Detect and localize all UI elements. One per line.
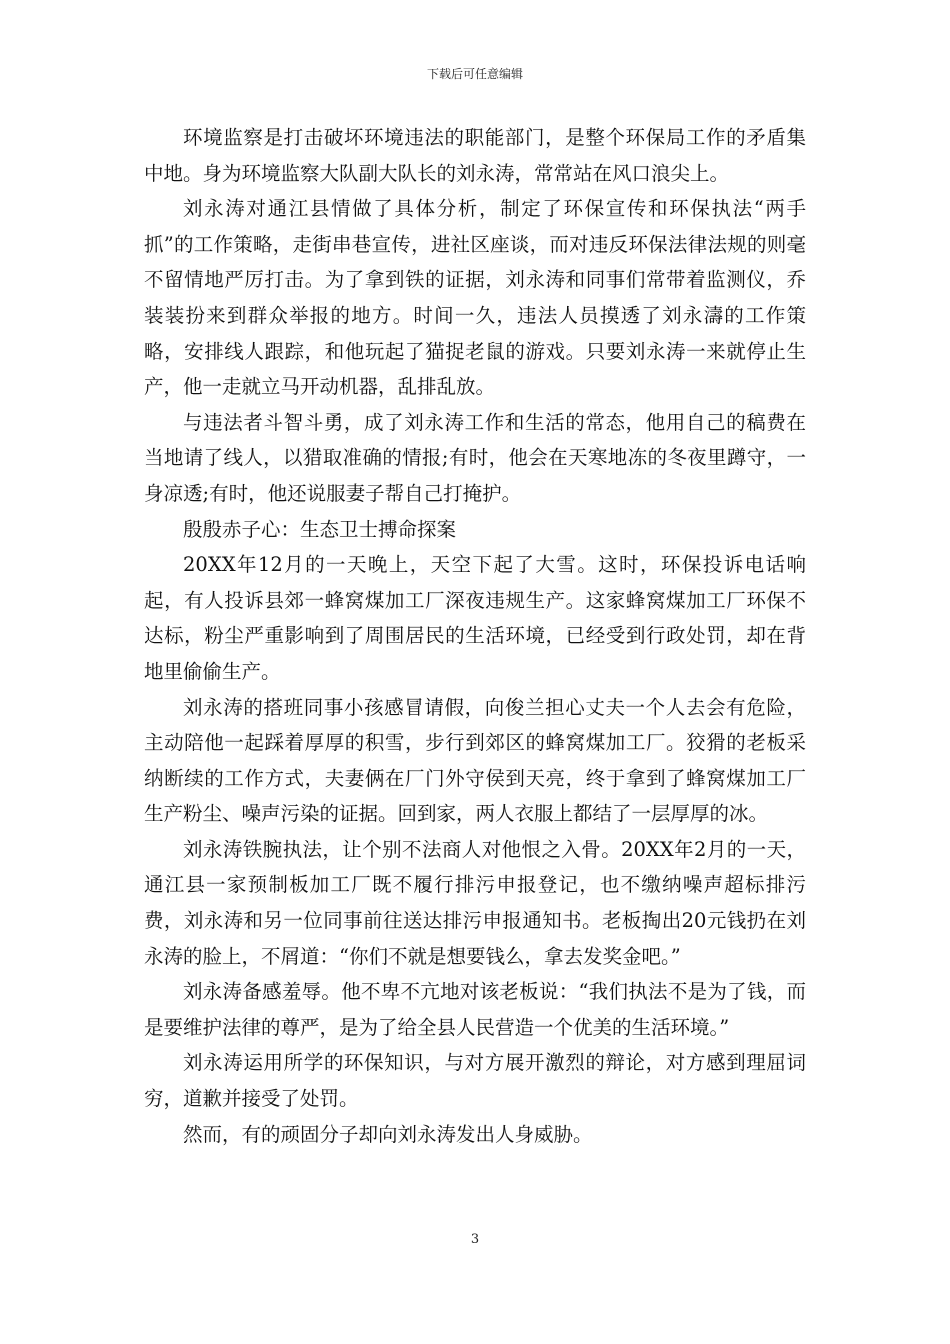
paragraph: 刘永涛备感羞辱。他不卑不亢地对该老板说：“我们执法不是为了钱，而是要维护法律的尊严，是为了给全县人民营造一个优美的生活环境。” (144, 980, 806, 1039)
page-number: 3 (470, 1232, 480, 1247)
paragraph: 刘永涛铁腕执法，让个别不法商人对他恨之入骨。20XX年2月的一天，通江县一家预制板加工厂既不履行排污申报登记，也不缴纳噪声超标排污费，刘永涛和另一位同事前往送达排污申报通知书。老板掏出20元钱扔在刘永涛的脸上，不屑道：“你们不就是想要钱么，拿去发奖金吧。” (144, 837, 806, 968)
paragraph: 刘永涛运用所学的环保知识，与对方展开激烈的辩论，对方感到理屈词穷，道歉并接受了处罚。 (144, 1051, 806, 1111)
paragraph: 20XX年12月的一天晚上，天空下起了大雪。这时，环保投诉电话响起，有人投诉县郊一蜂窝煤加工厂深夜违规生产。这家蜂窝煤加工厂环保不达标，粉尘严重影响到了周围居民的生活环境，已经受到行政处罚，却在背地里偷偷生产。 (144, 553, 806, 683)
paragraph: 与违法者斗智斗勇，成了刘永涛工作和生活的常态，他用自己的稿费在当地请了线人，以猎取准确的情报;有时，他会在天寒地冻的冬夜里蹲守，一身凉透;有时，他还说服妻子帮自己打掩护。 (144, 410, 806, 505)
paragraph: 然而，有的顽固分子却向刘永涛发出人身威胁。 (183, 1122, 593, 1146)
document-body (144, 120, 806, 1152)
paragraph: 刘永涛的搭班同事小孩感冒请假，向俊兰担心丈夫一个人去会有危险，主动陪他一起踩着厚厚的积雪，步行到郊区的蜂窝煤加工厂。狡猾的老板采纳断续的工作方式，夫妻俩在厂门外守侯到天亮，终于拿到了蜂窝煤加工厂生产粉尘、噪声污染的证据。回到家，两人衣服上都结了一层厚厚的冰。 (144, 695, 806, 826)
page-header: 下载后可任意编辑 (426, 67, 523, 81)
paragraph: 环境监察是打击破坏环境违法的职能部门，是整个环保局工作的矛盾集中地。身为环境监察大队副大队长的刘永涛，常常站在风口浪尖上。 (144, 126, 806, 185)
section-heading: 殷殷赤子心：生态卫士搏命探案 (183, 517, 457, 541)
paragraph: 刘永涛对通江县情做了具体分析，制定了环保宣传和环保执法“两手抓”的工作策略，走街串巷宣传，进社区座谈，而对违反环保法律法规的则毫不留情地严厉打击。为了拿到铁的证据，刘永涛和同事们常带着监测仪，乔装装扮来到群众举报的地方。时间一久，违法人员摸透了刘永濤的工作策略，安排线人跟踪，和他玩起了猫捉老鼠的游戏。只要刘永涛一来就停止生产，他一走就立马开动机器，乱排乱放。 (144, 197, 806, 399)
